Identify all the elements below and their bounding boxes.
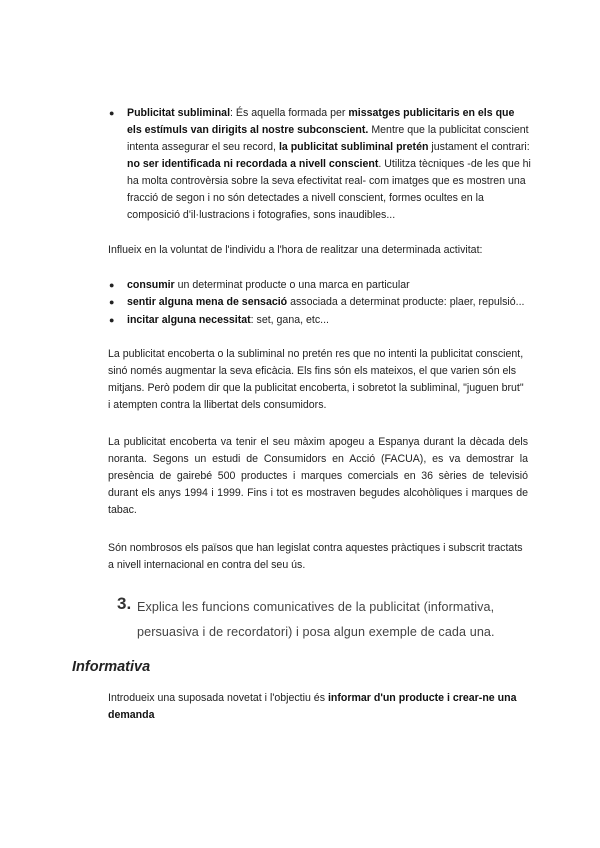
subliminal-bullet (109, 105, 532, 224)
subliminal-bold-3: no ser identificada ni recordada a nivell conscient (127, 158, 379, 170)
influence-list-item (109, 277, 532, 294)
subliminal-text-2: Mentre que la publicitat conscient intenta assegurar el seu record, (127, 124, 529, 153)
subliminal-term: Publicitat subliminal (127, 107, 231, 119)
paragraph-hidden-advertising: La publicitat encoberta o la subliminal no pretén res que no intenti la publicitat conscient, sinó només augmentar la seva eficàcia. Els fins són els mateixos, el que varien són els mitjans. Però podem dir que la publicitat encoberta, i sobretot la subliminal, "juguen brut" i atempten contra la llibertat dels consumidors. (108, 348, 524, 411)
subliminal-text-1: : És aquella formada per (230, 107, 349, 119)
question-line-1: Explica les funcions comunicatives de la publicitat (informativa, (137, 600, 495, 614)
influence-item-bold: incitar alguna necessitat (127, 314, 251, 326)
subliminal-bold-2: la publicitat subliminal pretén (278, 141, 429, 153)
subliminal-text-3: justament el contrari: (428, 141, 530, 153)
subliminal-text-4: . Utilitza tècniques -de les que hi ha molta controvèrsia sobre la seva efectivitat real- com imatges que es mostren una fracció de segon i no són detectades a nivell conscient, formes ocultes en la composició d'il·lustracions i fotografies, sons inaudibles... (127, 158, 531, 221)
informativa-bold: informar d'un producte i crear-ne una demanda (108, 692, 517, 721)
paragraph-informativa (108, 690, 528, 724)
bullet-dot: ● (109, 280, 115, 290)
influence-intro: Influeix en la voluntat de l'individu a l'hora de realitzar una determinada activitat: (108, 244, 483, 256)
influence-item-bold: consumir (127, 279, 175, 291)
influence-list-item (109, 312, 532, 329)
paragraph-spain: La publicitat encoberta va tenir el seu màxim apogeu a Espanya durant la dècada dels noranta. Segons un estudi de Consumidors en Acció (FACUA), es va demostrar la presència de gairebé 500 productes i marques comercials en 36 sèries de televisió durant els anys 1994 i 1999. Fins i tot es mostraven begudes alcohòliques i marques de tabac. (108, 436, 528, 516)
paragraph-countries: Són nombrosos els països que han legislat contra aquestes pràctiques i subscrit tractats a nivell internacional en contra del seu ús. (108, 542, 523, 571)
influence-item-text: associada a determinat producte: plaer, repulsió... (287, 296, 525, 308)
influence-list-item (109, 294, 532, 311)
question-line-2: persuasiva i de recordatori) i posa algun exemple de cada una. (137, 625, 495, 639)
section-heading-informativa: Informativa (72, 659, 151, 675)
informativa-text: Introdueix una suposada novetat i l'objectiu és (108, 692, 328, 704)
bullet-dot: ● (109, 297, 115, 307)
influence-item-text: : set, gana, etc... (250, 314, 329, 326)
bullet-dot: ● (109, 315, 115, 325)
bullet-dot: ● (109, 108, 115, 118)
question-number: 3. (117, 594, 132, 613)
influence-item-text: un determinat producte o una marca en particular (174, 279, 410, 291)
influence-item-bold: sentir alguna mena de sensació (127, 296, 288, 308)
subliminal-bold-1: missatges publicitaris en els que els estímuls van dirigits al nostre subconscient. (127, 107, 515, 136)
